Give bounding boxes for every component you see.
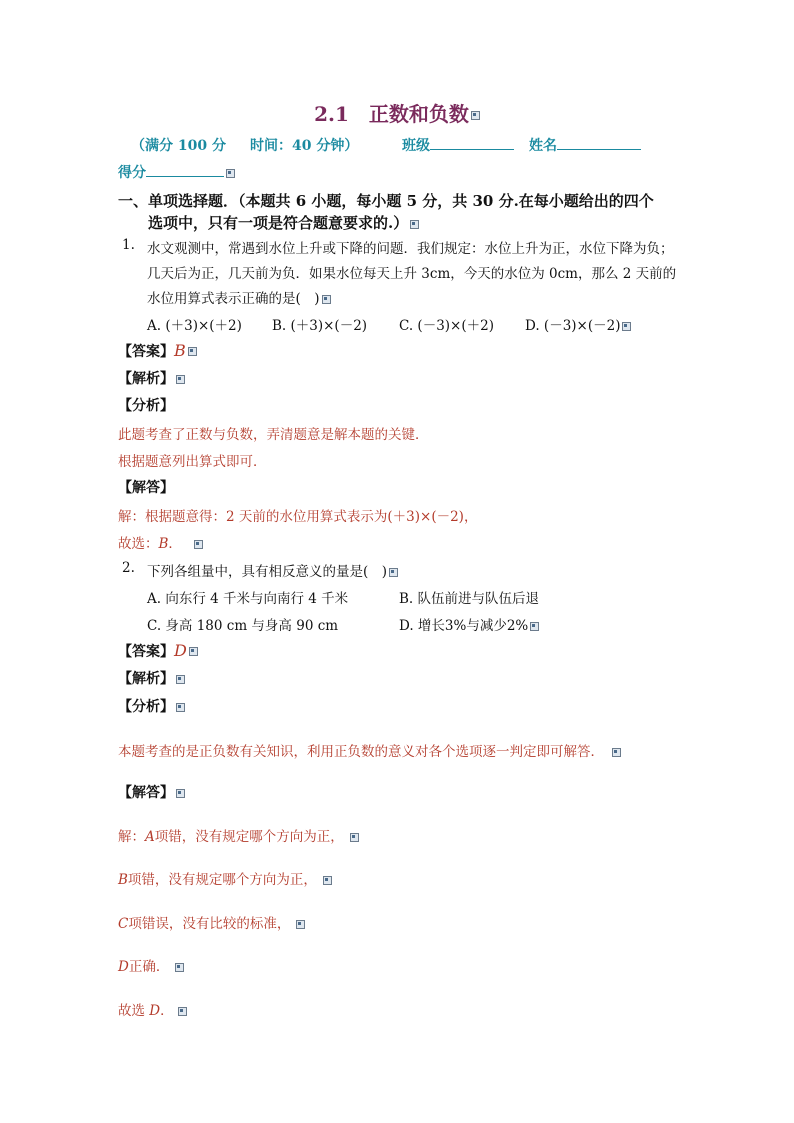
q1-analysis-label: 【分析】 (118, 398, 174, 414)
q2-option-d[interactable]: D. 增长3%与减少2% (399, 614, 539, 634)
q2-analysis-line: 本题考查的是正负数有关知识，利用正负数的意义对各个选项逐一判定即可解答． (118, 740, 621, 760)
q2-solution-b: B项错，没有规定哪个方向为正， (118, 868, 332, 888)
doc-edit-icon (622, 322, 631, 331)
doc-edit-icon (188, 347, 197, 356)
name-field: 姓名 (529, 135, 641, 155)
class-blank[interactable] (430, 136, 514, 150)
q1-option-d[interactable]: D. (－3)×(－2) (525, 314, 631, 334)
doc-edit-icon (322, 295, 331, 304)
q2-option-c[interactable]: C. 身高 180 cm 与身高 90 cm (147, 618, 339, 634)
full-score: （满分 100 分 (131, 138, 226, 154)
q1-option-c[interactable]: C. (－3)×(＋2) (399, 318, 494, 334)
q2-solution-d: D正确． (118, 955, 184, 975)
q1-option-b[interactable]: B. (＋3)×(－2) (272, 318, 368, 334)
class-field: 班级 (402, 135, 514, 155)
score-blank[interactable] (146, 163, 224, 177)
score-field: 得分 (118, 162, 235, 182)
doc-edit-icon (176, 375, 185, 384)
doc-edit-icon (178, 1007, 187, 1016)
doc-edit-icon (530, 622, 539, 631)
q2-solution-a: 解：A项错，没有规定哪个方向为正， (118, 825, 359, 845)
q1-stem-line1: 水文观测中，常遇到水位上升或下降的问题．我们规定：水位上升为正，水位下降为负； (147, 241, 674, 257)
doc-edit-icon (194, 540, 203, 549)
doc-edit-icon (410, 220, 419, 229)
q2-option-a[interactable]: A. 向东行 4 千米与向南行 4 千米 (147, 591, 349, 607)
q1-conclusion: 故选：B． (118, 532, 203, 552)
doc-edit-icon (389, 568, 398, 577)
q1-number: 1. (122, 237, 135, 253)
doc-edit-icon (350, 833, 359, 842)
q1-analysis-line1: 此题考查了正数与负数，弄清题意是解本题的关键． (118, 427, 429, 443)
q2-option-b[interactable]: B. 队伍前进与队伍后退 (399, 591, 540, 607)
q2-analysis-label: 【分析】 (118, 696, 185, 716)
name-blank[interactable] (557, 136, 641, 150)
doc-edit-icon (612, 748, 621, 757)
doc-edit-icon (323, 876, 332, 885)
q1-analysis-line2: 根据题意列出算式即可． (118, 454, 267, 470)
q2-solution-label: 【解答】 (118, 782, 185, 802)
doc-edit-icon (296, 920, 305, 929)
q1-explain-label: 【解析】 (118, 368, 185, 388)
doc-edit-icon (189, 647, 198, 656)
doc-edit-icon (176, 675, 185, 684)
q1-solution-line1: 解：根据题意得：2 天前的水位用算式表示为(＋3)×(－2)， (118, 509, 478, 525)
section-heading-line2: 选项中，只有一项是符合题意要求的.） (148, 212, 419, 233)
q2-explain-label: 【解析】 (118, 668, 185, 688)
q2-answer: 【答案】D (118, 641, 198, 661)
q2-stem: 下列各组量中，具有相反意义的量是( ) (147, 560, 398, 580)
time-limit: 时间：40 分钟） (250, 138, 359, 154)
q1-option-a[interactable]: A. (＋3)×(＋2) (147, 318, 242, 334)
doc-edit-icon (176, 703, 185, 712)
q1-answer: 【答案】B (118, 341, 197, 361)
q1-stem-line2: 几天后为正，几天前为负．如果水位每天上升 3cm，今天的水位为 0cm，那么 2 天前的 (147, 266, 677, 282)
doc-edit-icon (176, 789, 185, 798)
q2-conclusion: 故选 D． (118, 999, 187, 1019)
q1-solution-label: 【解答】 (118, 480, 174, 496)
q2-solution-c: C项错误，没有比较的标准， (118, 912, 305, 932)
q2-number: 2. (122, 560, 135, 576)
page-title: 2.1 正数和负数 (0, 98, 794, 127)
doc-edit-icon (471, 111, 480, 120)
q1-stem-line3: 水位用算式表示正确的是( ) (147, 287, 331, 307)
section-heading-line1: 一、单项选择题．（本题共 6 小题，每小题 5 分，共 30 分.在每小题给出的四个 (118, 192, 654, 210)
doc-edit-icon (175, 963, 184, 972)
doc-edit-icon (226, 169, 235, 178)
